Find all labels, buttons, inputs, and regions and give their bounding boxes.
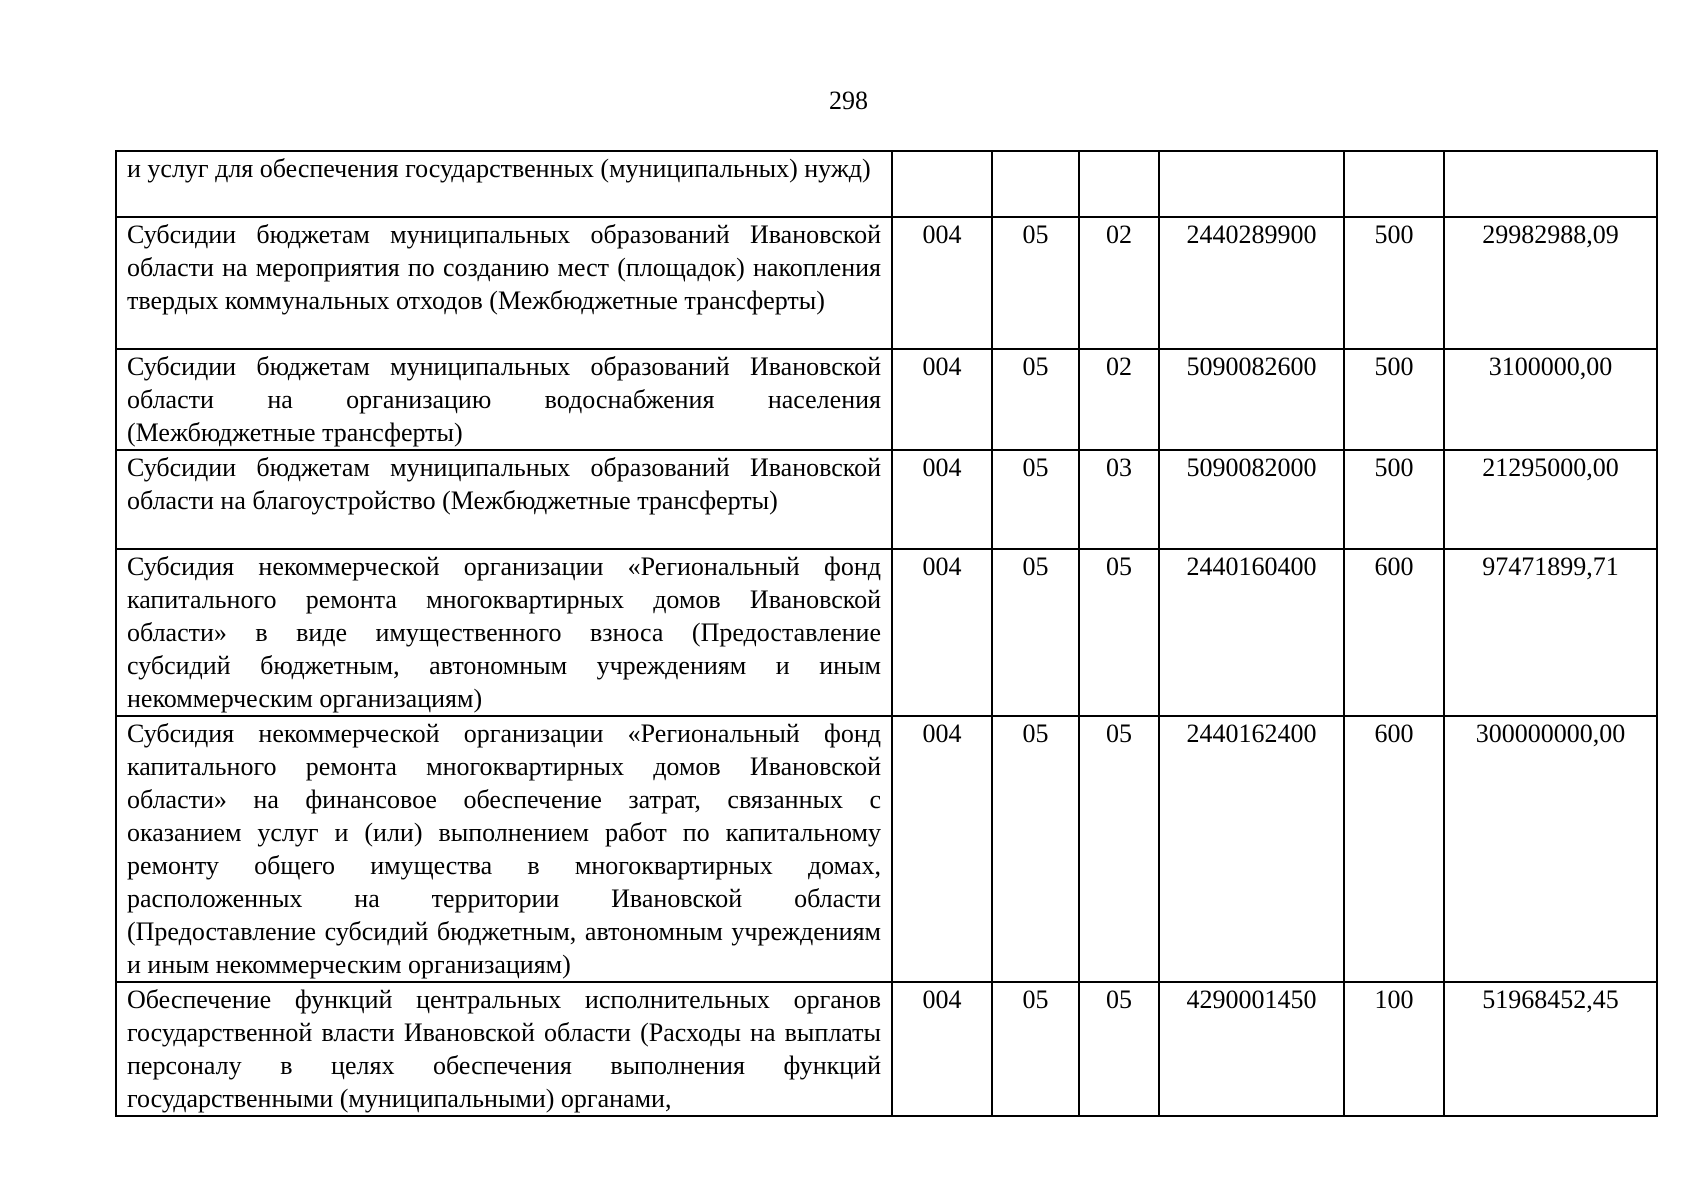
table-row [116,151,1657,217]
table-row [116,716,1657,982]
row-target-article-code: 4290001450 [1159,982,1344,1116]
row-ved-code: 004 [892,716,992,982]
row-subsection-code: 02 [1079,217,1159,349]
row-subsection-code: 02 [1079,349,1159,450]
row-target-article-code: 2440162400 [1159,716,1344,982]
row-expense-type-code: 600 [1344,716,1444,982]
row-amount: 21295000,00 [1444,450,1657,549]
row-expense-type-code [1344,151,1444,217]
row-description: Субсидия некоммерческой организации «Региональный фонд капитального ремонта многоквартирных домов Ивановской области» на финансовое обеспечение затрат, связанных с оказанием услуг и (или) выполнением работ по капитальному ремонту общего имущества в многоквартирных домах, расположенных на территории Ивановской области (Предоставление субсидий бюджетным, автономным учреждениям и иным некоммерческим организациям) [116,716,892,982]
row-subsection-code: 05 [1079,549,1159,716]
row-expense-type-code: 500 [1344,450,1444,549]
row-amount: 3100000,00 [1444,349,1657,450]
row-expense-type-code: 600 [1344,549,1444,716]
table-row [116,217,1657,349]
row-target-article-code: 5090082000 [1159,450,1344,549]
row-ved-code: 004 [892,349,992,450]
row-amount: 300000000,00 [1444,716,1657,982]
row-subsection-code: 05 [1079,716,1159,982]
row-subsection-code: 03 [1079,450,1159,549]
row-section-code: 05 [992,716,1079,982]
row-section-code: 05 [992,982,1079,1116]
row-section-code: 05 [992,450,1079,549]
row-amount: 29982988,09 [1444,217,1657,349]
row-section-code: 05 [992,549,1079,716]
row-subsection-code [1079,151,1159,217]
row-subsection-code: 05 [1079,982,1159,1116]
row-ved-code: 004 [892,549,992,716]
table-row [116,982,1657,1116]
row-amount: 97471899,71 [1444,549,1657,716]
row-section-code: 05 [992,217,1079,349]
row-description: Субсидии бюджетам муниципальных образований Ивановской области на организацию водоснабжения населения (Межбюджетные трансферты) [116,349,892,450]
budget-table [115,150,1658,1117]
row-target-article-code [1159,151,1344,217]
row-ved-code: 004 [892,217,992,349]
row-amount [1444,151,1657,217]
row-description: Субсидии бюджетам муниципальных образований Ивановской области на мероприятия по созданию мест (площадок) накопления твердых коммунальных отходов (Межбюджетные трансферты) [116,217,892,349]
row-target-article-code: 2440289900 [1159,217,1344,349]
row-expense-type-code: 100 [1344,982,1444,1116]
row-ved-code [892,151,992,217]
row-ved-code: 004 [892,982,992,1116]
row-expense-type-code: 500 [1344,349,1444,450]
row-description: Субсидии бюджетам муниципальных образований Ивановской области на благоустройство (Межбюджетные трансферты) [116,450,892,549]
row-expense-type-code: 500 [1344,217,1444,349]
row-description: и услуг для обеспечения государственных (муниципальных) нужд) [116,151,892,217]
table-row [116,349,1657,450]
row-description: Субсидия некоммерческой организации «Региональный фонд капитального ремонта многоквартирных домов Ивановской области» в виде имущественного взноса (Предоставление субсидий бюджетным, автономным учреждениям и иным некоммерческим организациям) [116,549,892,716]
table-row [116,549,1657,716]
row-amount: 51968452,45 [1444,982,1657,1116]
row-target-article-code: 5090082600 [1159,349,1344,450]
table-row [116,450,1657,549]
row-ved-code: 004 [892,450,992,549]
page-number: 298 [829,86,868,115]
row-description: Обеспечение функций центральных исполнительных органов государственной власти Ивановской области (Расходы на выплаты персоналу в целях обеспечения выполнения функций государственными (муниципальными) органами, [116,982,892,1116]
row-target-article-code: 2440160400 [1159,549,1344,716]
row-section-code: 05 [992,349,1079,450]
row-section-code [992,151,1079,217]
